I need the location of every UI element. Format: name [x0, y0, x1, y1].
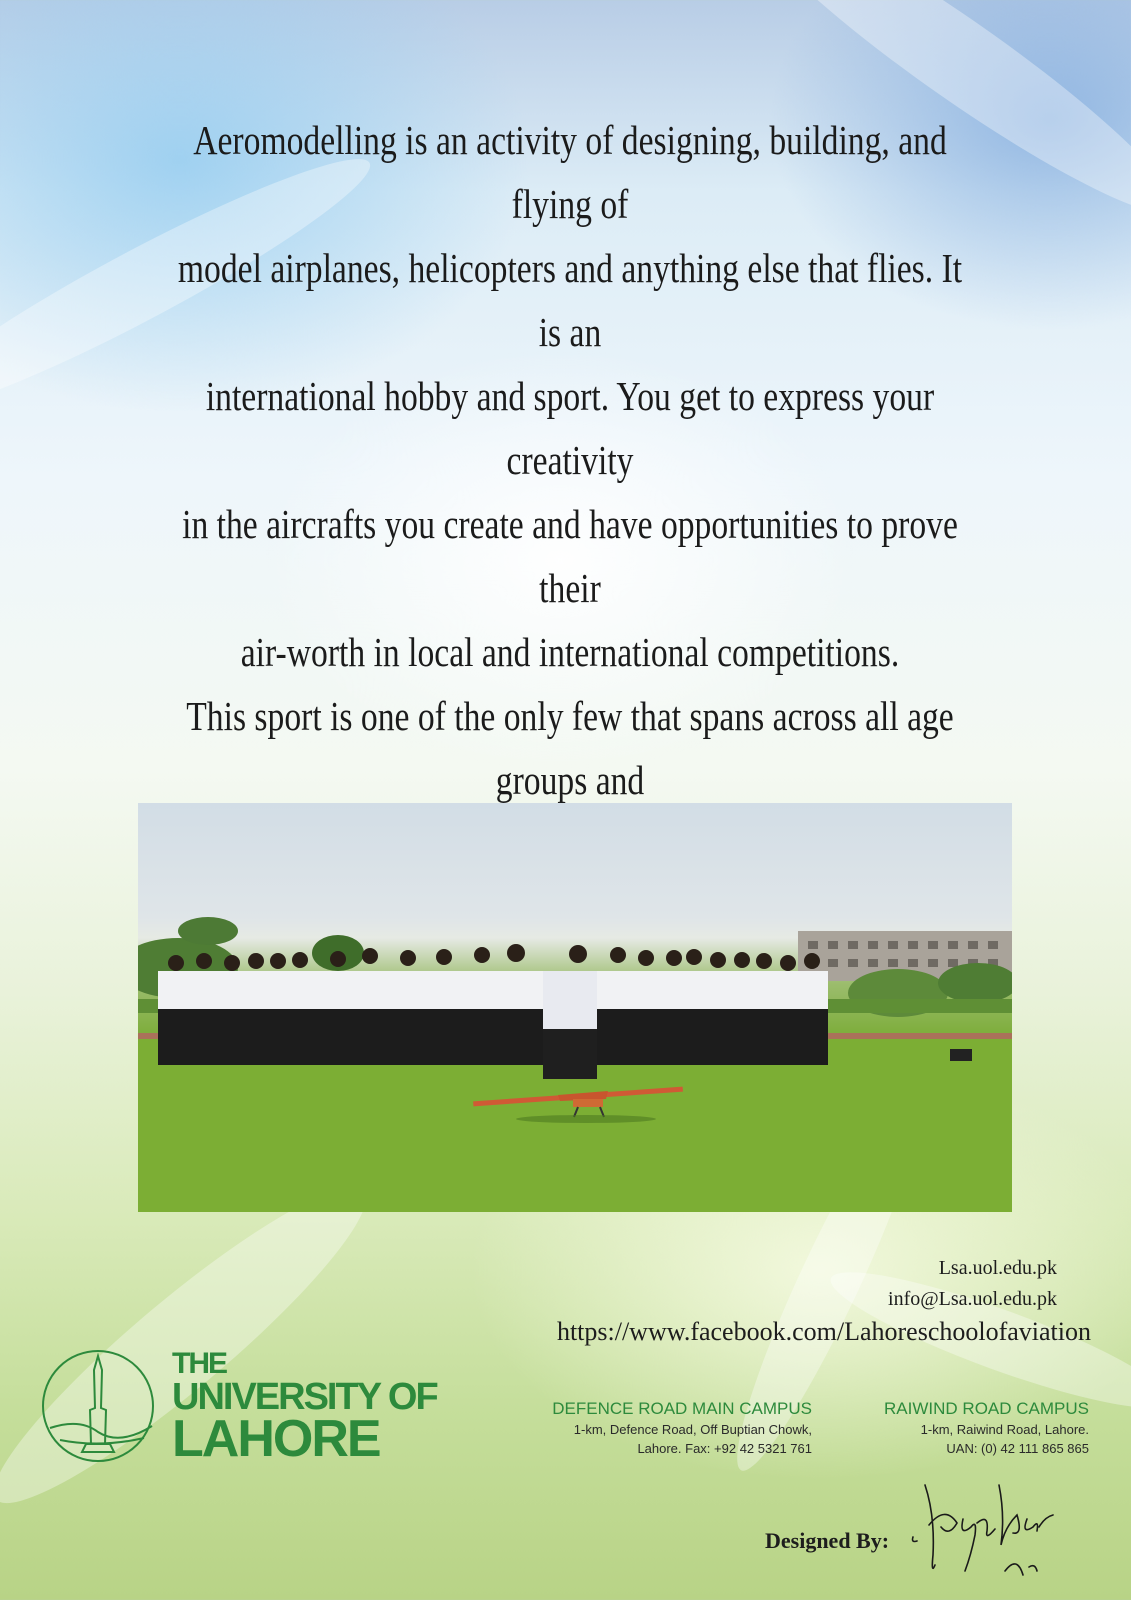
university-logo [40, 1348, 440, 1466]
logo-lahore: LAHORE [172, 1410, 380, 1468]
group-photo-illustration [138, 803, 1012, 1212]
intro-line: in the aircrafts you create and have opportunities to prove their [182, 501, 958, 611]
campus-name: RAIWIND ROAD CAMPUS [884, 1399, 1089, 1418]
logo-the: THE [172, 1347, 226, 1380]
email-link[interactable]: info@Lsa.uol.edu.pk [888, 1288, 1057, 1310]
equipment-box [950, 1049, 972, 1061]
campus-address: 1-km, Defence Road, Off Buptian Chowk, [573, 1422, 812, 1437]
intro-line: This sport is one of the only few that spans across all age groups and [186, 693, 954, 803]
group-photo [138, 803, 1012, 1212]
facebook-link[interactable]: https://www.facebook.com/Lahoreschoolofaviation [556, 1317, 1091, 1346]
campus-address: Lahore. Fax: +92 42 5321 761 [637, 1441, 812, 1456]
minar-emblem-icon [40, 1348, 160, 1466]
palm-tree [178, 917, 238, 945]
campus-name: DEFENCE ROAD MAIN CAMPUS [552, 1399, 812, 1418]
campus-address: 1-km, Raiwind Road, Lahore. [920, 1422, 1089, 1437]
contact-links [557, 1253, 1091, 1349]
campus-block [884, 1398, 1089, 1458]
campus-address: UAN: (0) 42 111 865 865 [946, 1441, 1089, 1456]
intro-line: air-worth in local and international competitions. [240, 629, 900, 675]
campus-block [552, 1398, 812, 1458]
background-ray [0, 1156, 393, 1533]
intro-line: Aeromodelling is an activity of designing, building, and flying of [193, 117, 947, 227]
logo-university-of: UNIVERSITY OF [172, 1376, 437, 1418]
intro-line: international hobby and sport. You get to express your creativity [205, 373, 935, 483]
designed-by-label: Designed By: [765, 1528, 890, 1553]
logo-wordmark [172, 1347, 437, 1468]
students-group [158, 944, 828, 1079]
website-link[interactable]: Lsa.uol.edu.pk [938, 1257, 1057, 1279]
intro-line: model airplanes, helicopters and anything else that flies. It is an [177, 245, 963, 355]
designer-signature [905, 1475, 1080, 1585]
